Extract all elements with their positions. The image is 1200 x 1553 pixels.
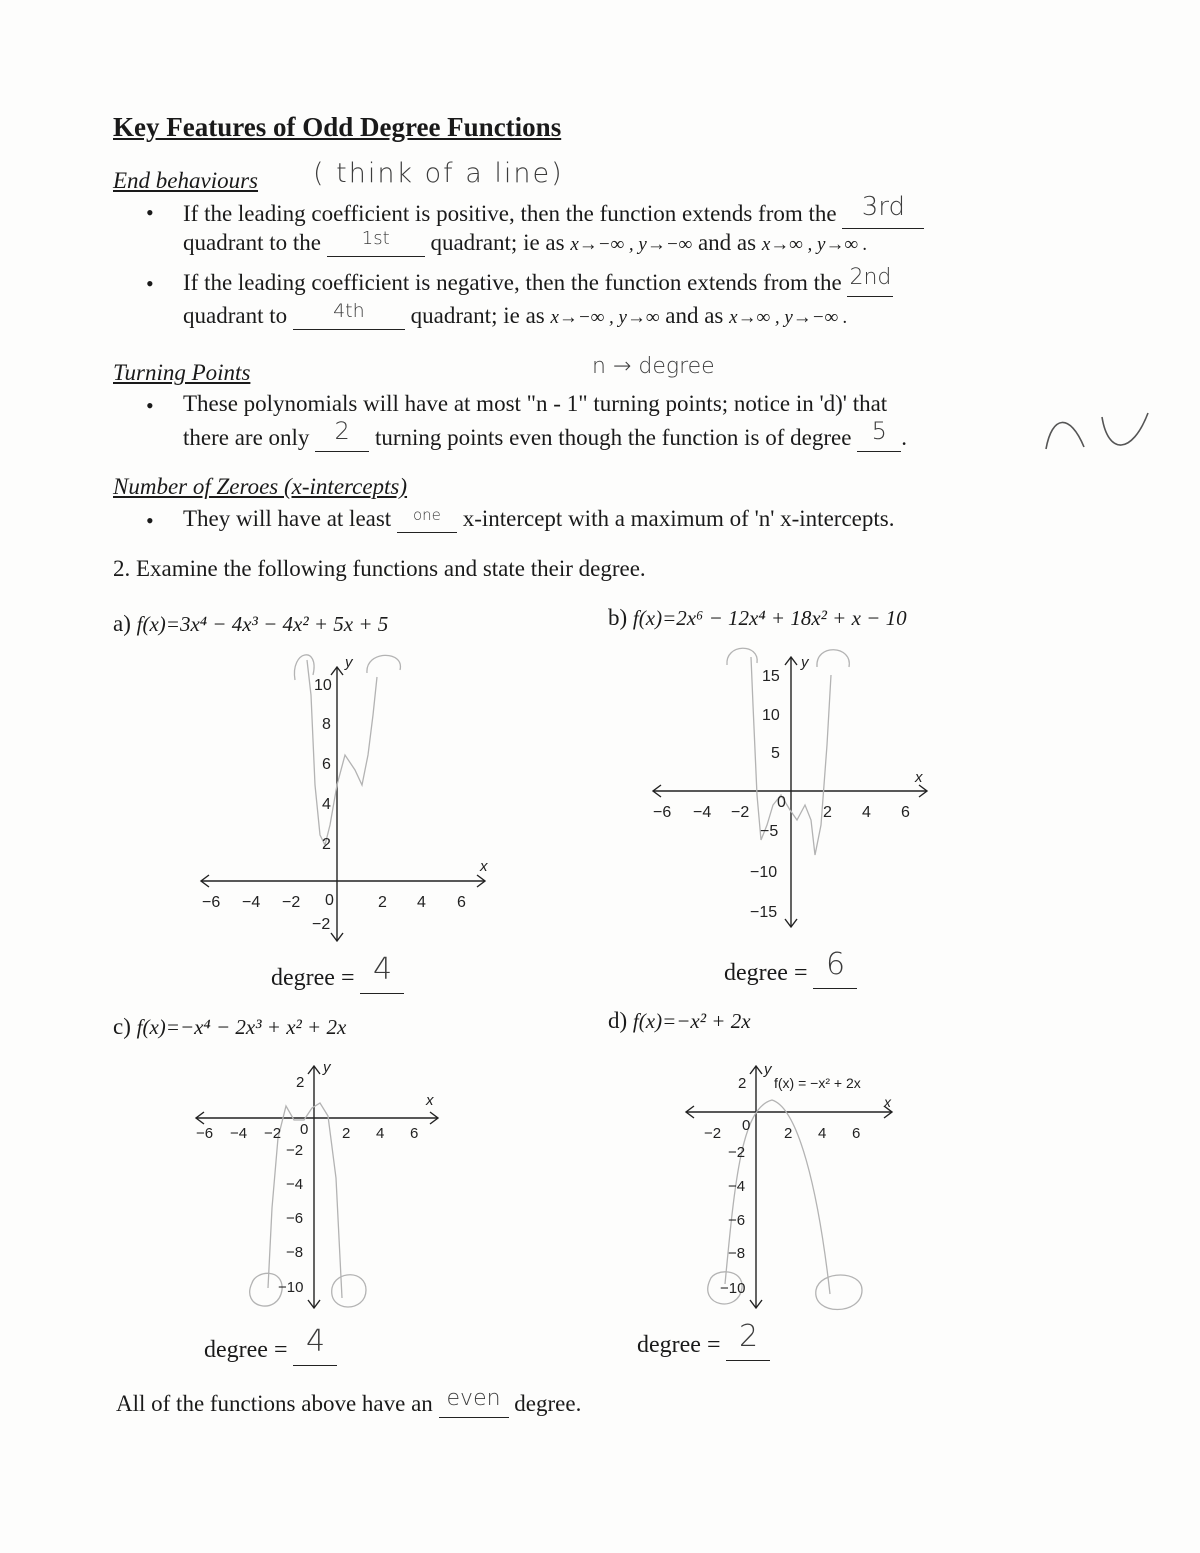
answer-blank	[315, 417, 369, 452]
y-tick: −6	[286, 1210, 304, 1227]
conclusion	[116, 1386, 582, 1418]
x-tick: 4	[862, 804, 871, 821]
math: x→−∞ , y→−∞	[570, 234, 693, 255]
end-behaviours-heading: End behaviours	[113, 168, 259, 193]
text: quadrant; ie as	[410, 303, 545, 328]
x-tick: −2	[731, 804, 750, 821]
text: degree.	[514, 1391, 582, 1416]
text: and as	[697, 230, 757, 255]
answer-degree-b: 6	[825, 947, 846, 982]
text: If the leading coefficient is positive, then the function extends from the	[183, 201, 837, 226]
y-tick: −2	[312, 916, 331, 933]
end-behaviour-negative-line2	[183, 300, 848, 330]
text: quadrant; ie as	[430, 230, 565, 255]
cap-shape-icon	[1046, 422, 1084, 449]
text: .	[901, 425, 907, 450]
y-axis-label: y	[764, 1061, 772, 1078]
end-arrow-circle	[816, 1275, 862, 1310]
y-tick: −2	[728, 1144, 746, 1161]
y-tick: −2	[286, 1142, 304, 1159]
y-tick: 15	[762, 668, 780, 685]
x-tick: −4	[693, 804, 712, 821]
y-tick: 2	[738, 1075, 747, 1092]
degree-label: degree =	[724, 960, 808, 986]
x-axis-label: x	[915, 769, 923, 786]
degree-label: degree =	[637, 1332, 721, 1358]
y-tick: −8	[728, 1245, 746, 1262]
bullet-dot: •	[146, 508, 154, 533]
y-tick: −8	[286, 1244, 304, 1261]
graph-a	[195, 645, 495, 950]
equation: f(x)=−x² + 2x	[632, 1009, 751, 1033]
turning-points-note: n → degree	[592, 354, 715, 379]
x-tick: 2	[378, 894, 387, 911]
end-arrow-circle	[294, 655, 314, 680]
x-tick: 2	[784, 1125, 793, 1142]
answer-2: 2	[334, 417, 350, 445]
y-tick: 10	[314, 677, 332, 694]
equation: f(x)=−x⁴ − 2x³ + x² + 2x	[136, 1015, 347, 1039]
answer-blank	[857, 417, 901, 452]
answer-blank	[847, 265, 893, 297]
equation: f(x)=2x⁶ − 12x⁴ + 18x² + x − 10	[632, 606, 907, 630]
label: d)	[608, 1008, 628, 1033]
x-tick: −6	[653, 804, 672, 821]
x-tick: 0	[325, 892, 334, 909]
text: and as	[665, 303, 724, 328]
math: x→∞ , y→−∞ .	[729, 307, 848, 328]
x-axis-label: x	[480, 858, 488, 875]
x-tick: −4	[242, 894, 261, 911]
end-behaviour-positive-line2	[183, 230, 868, 257]
degree-a	[271, 952, 404, 994]
y-tick: −10	[750, 864, 778, 881]
x-tick: −4	[230, 1125, 248, 1142]
bullet-dot: •	[146, 393, 154, 418]
zeroes-heading: Number of Zeroes (x-intercepts)	[113, 474, 408, 499]
y-tick: 8	[322, 716, 331, 733]
x-tick: 6	[901, 804, 910, 821]
answer-blank	[360, 952, 404, 994]
end-arrow-circle	[367, 655, 401, 673]
answer-blank	[293, 1324, 337, 1366]
degree-d	[637, 1319, 770, 1361]
y-tick: 4	[322, 796, 331, 813]
hand-drawn-turning-shapes	[1040, 405, 1160, 455]
degree-label: degree =	[204, 1337, 288, 1363]
answer-blank	[293, 300, 405, 330]
y-tick: 2	[322, 836, 331, 853]
y-tick: 6	[322, 756, 331, 773]
x-tick: 6	[852, 1125, 861, 1142]
end-arrow-circle	[727, 648, 757, 665]
x-tick: 6	[457, 894, 466, 911]
end-behaviour-positive-line1	[183, 192, 924, 229]
x-tick: −2	[282, 894, 301, 911]
answer-blank	[726, 1319, 770, 1361]
x-axis-label: x	[884, 1094, 891, 1110]
graph-label: f(x) = −x² + 2x	[774, 1075, 861, 1091]
turning-points-heading: Turning Points	[113, 360, 251, 385]
math: x→−∞ , y→∞	[550, 307, 660, 328]
answer-degree-d: 2	[738, 1319, 759, 1354]
answer-degree-a: 4	[372, 952, 393, 987]
y-tick: 2	[296, 1074, 305, 1091]
zeroes-line	[183, 506, 894, 533]
turning-points-line2	[183, 417, 907, 452]
x-tick: −6	[202, 894, 221, 911]
y-tick: −6	[728, 1212, 746, 1229]
y-tick: 5	[771, 745, 780, 762]
degree-label: degree =	[271, 965, 355, 991]
text: All of the functions above have an	[116, 1391, 433, 1416]
turning-points-line1: These polynomials will have at most "n - 1" turning points; notice in 'd)' that	[183, 391, 888, 416]
equation: f(x)=3x⁴ − 4x³ − 4x² + 5x + 5	[136, 612, 389, 636]
equation-d	[608, 1008, 751, 1034]
answer-blank	[327, 230, 425, 257]
text: They will have at least	[183, 506, 392, 531]
y-tick: −4	[286, 1176, 304, 1193]
y-tick: −5	[760, 823, 779, 840]
x-tick: −2	[704, 1125, 722, 1142]
end-arrow-circle	[332, 1275, 366, 1307]
y-tick: −15	[750, 904, 778, 921]
text: quadrant to	[183, 303, 288, 328]
x-tick: 2	[823, 804, 832, 821]
end-behaviours-note: ( think of a line)	[313, 158, 564, 189]
answer-3rd: 3rd	[861, 192, 905, 222]
x-axis-label: x	[426, 1092, 434, 1109]
answer-blank	[397, 506, 457, 533]
x-tick: 4	[376, 1125, 385, 1142]
x-tick: −2	[264, 1125, 282, 1142]
y-tick: 10	[762, 707, 780, 724]
x-tick: 4	[417, 894, 426, 911]
degree-c	[204, 1324, 337, 1366]
answer-5: 5	[871, 417, 887, 445]
equation-a	[113, 611, 388, 637]
x-tick: 6	[410, 1125, 419, 1142]
end-behaviour-negative-line1	[183, 265, 893, 297]
x-tick: 2	[342, 1125, 351, 1142]
x-tick: 4	[818, 1125, 827, 1142]
degree-b	[724, 947, 857, 989]
curve-d	[725, 1100, 830, 1294]
graph-d	[680, 1058, 910, 1323]
answer-blank	[439, 1386, 509, 1418]
text: If the leading coefficient is negative, then the function extends from the	[183, 270, 842, 295]
x-tick: −6	[196, 1125, 214, 1142]
text: x-intercept with a maximum of 'n' x-intercepts.	[462, 506, 895, 531]
text: turning points even though the function is of degree	[374, 425, 852, 450]
answer-1st: 1st	[361, 228, 390, 249]
x-tick: 0	[777, 794, 786, 811]
bullet-dot: •	[146, 200, 154, 225]
math: x→∞ , y→∞ .	[761, 234, 868, 255]
cup-shape-icon	[1102, 413, 1148, 445]
answer-even: even	[446, 1386, 501, 1411]
bullet-dot: •	[146, 271, 154, 296]
x-tick: 0	[300, 1121, 309, 1138]
label: a)	[113, 611, 131, 636]
answer-blank	[842, 192, 924, 229]
y-tick: −10	[720, 1280, 746, 1297]
text: there are only	[183, 425, 310, 450]
answer-2nd: 2nd	[849, 265, 892, 290]
page-title: Key Features of Odd Degree Functions	[113, 112, 562, 142]
answer-one: one	[412, 506, 441, 524]
label: c)	[113, 1014, 131, 1039]
y-axis-label: y	[345, 654, 353, 671]
y-tick: −10	[278, 1279, 304, 1296]
text: quadrant to the	[183, 230, 321, 255]
label: b)	[608, 605, 628, 630]
answer-blank	[813, 947, 857, 989]
answer-4th: 4th	[333, 300, 365, 322]
equation-b	[608, 605, 907, 631]
x-tick: 0	[742, 1117, 751, 1134]
end-arrow-circle	[817, 650, 849, 667]
y-axis-label: y	[323, 1059, 331, 1076]
answer-degree-c: 4	[305, 1324, 326, 1359]
graph-c	[190, 1058, 450, 1323]
equation-c	[113, 1014, 346, 1040]
y-tick: −4	[728, 1178, 746, 1195]
graph-b	[645, 645, 935, 930]
question-2: 2. Examine the following functions and state their degree.	[113, 556, 646, 581]
y-axis-label: y	[801, 654, 809, 671]
